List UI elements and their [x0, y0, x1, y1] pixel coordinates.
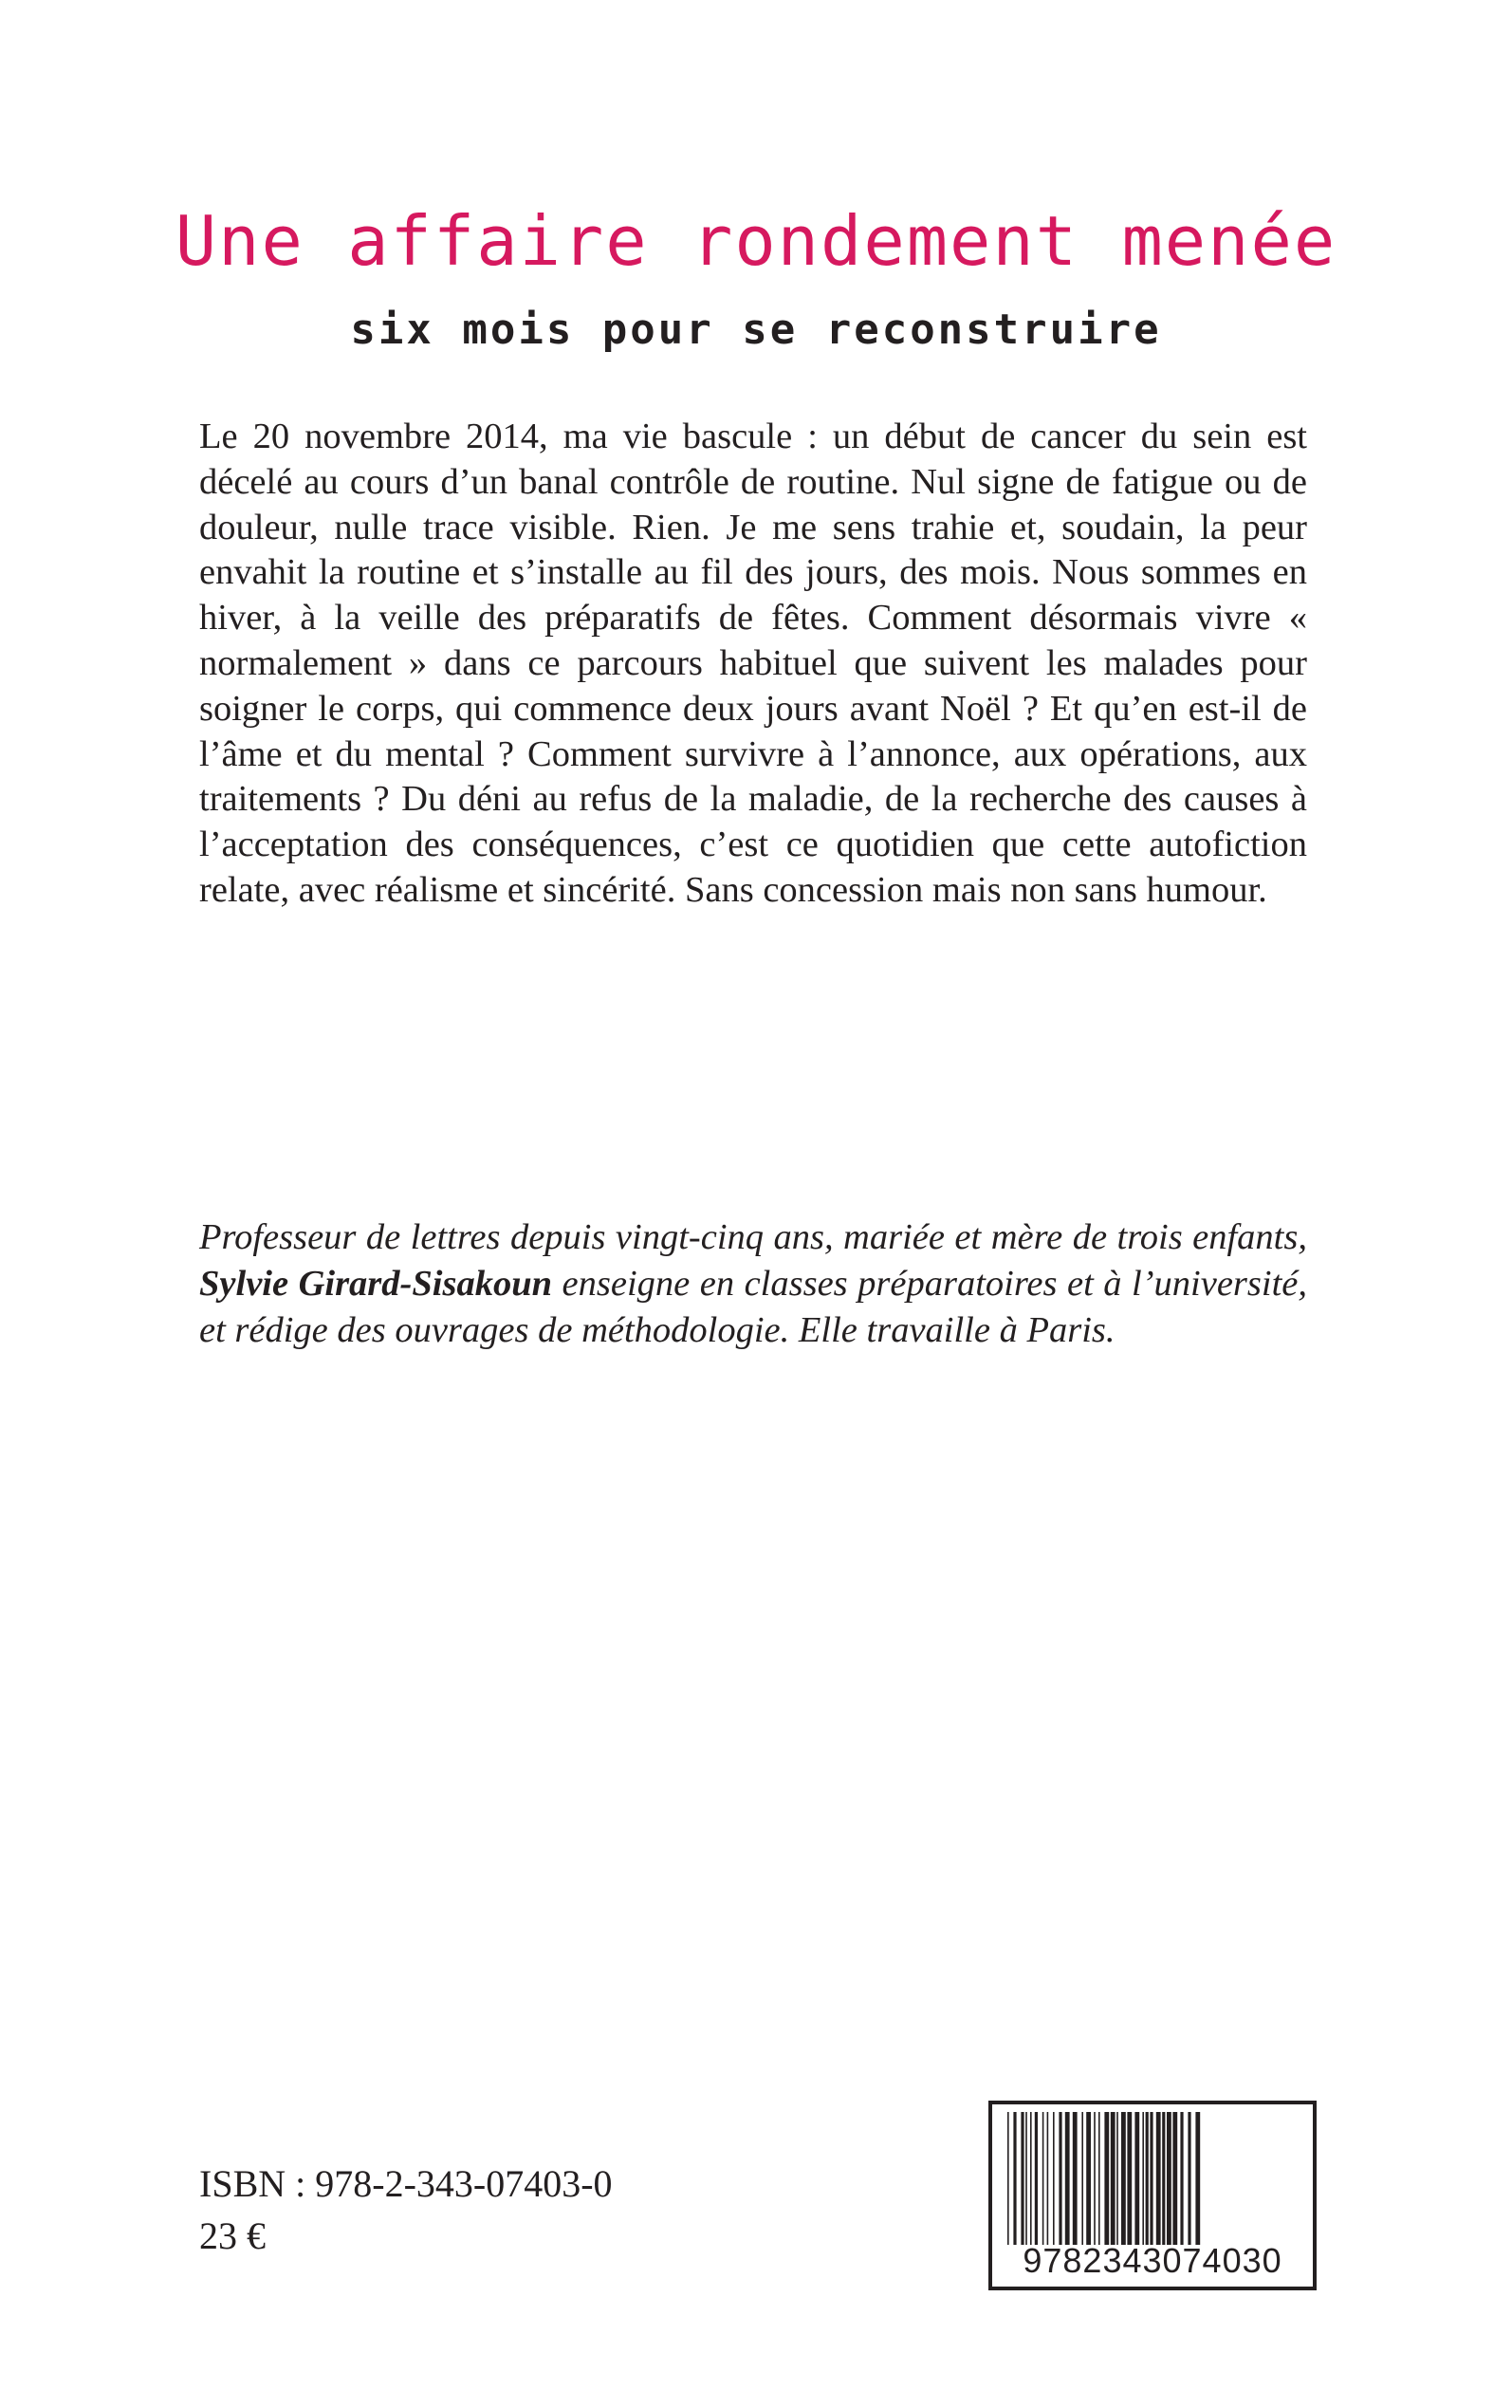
author-bio-intro: Professeur de lettres depuis vingt-cinq ans, mariée et mère de trois enfants, — [199, 1217, 1307, 1257]
barcode-bar — [1146, 2112, 1149, 2245]
barcode-bar — [1007, 2112, 1009, 2245]
barcode-bar — [1142, 2112, 1144, 2245]
barcode-bar — [1081, 2112, 1083, 2245]
barcode-bar — [1195, 2112, 1200, 2245]
barcode-bar — [1047, 2112, 1049, 2245]
barcode-bar — [1021, 2112, 1023, 2245]
barcode — [988, 2101, 1317, 2290]
barcode-bar — [1156, 2112, 1161, 2245]
barcode-digits: 9782343074030 — [1023, 2241, 1282, 2280]
barcode-bar — [1086, 2112, 1091, 2245]
barcode-bar — [1116, 2112, 1118, 2245]
barcode-bar — [1188, 2112, 1190, 2245]
barcode-bar — [1121, 2112, 1126, 2245]
barcode-bar — [1150, 2112, 1152, 2245]
author-bio-rest: enseigne en classes préparatoires et à l’université, et rédige des ouvrages de méthodologie. Elle travaille à Paris. — [199, 1264, 1307, 1350]
barcode-bar — [1025, 2112, 1027, 2245]
barcode-bar — [1134, 2112, 1139, 2245]
book-subtitle: six mois pour se reconstruire — [350, 306, 1162, 354]
barcode-bar — [1035, 2112, 1038, 2245]
barcode-bar — [1172, 2112, 1177, 2245]
book-title: Une affaire rondement menée — [175, 201, 1337, 281]
barcode-bar — [1073, 2112, 1078, 2245]
barcode-bar — [1013, 2112, 1016, 2245]
barcode-bar — [1167, 2112, 1171, 2245]
barcode-bar — [1059, 2112, 1061, 2245]
author-bio — [199, 1214, 1307, 1354]
price-label: 23 € — [199, 2214, 266, 2257]
barcode-bar — [1053, 2112, 1055, 2245]
isbn-label: ISBN : 978-2-343-07403-0 — [199, 2162, 613, 2205]
barcode-bar — [1180, 2112, 1183, 2245]
back-cover-blurb: Le 20 novembre 2014, ma vie bascule : un début de cancer du sein est décelé au cours d’un banal contrôle de routine. Nul signe de fatigue ou de douleur, nulle trace visible. Rien. Je me sens trahie et, soudain, la peur envahit la routine et s’installe au fil des jours, des mois. Nous sommes en hiver, à la veille des préparatifs de fêtes. Comment désormais vivre « normalement » dans ce parcours habituel que suivent les malades pour soigner le corps, qui commence deux jours avant Noël ? Et qu’en est-il de l’âme et du mental ? Comment survivre à l’annonce, aux opérations, aux traitements ? Du déni au refus de la maladie, de la recherche des causes à l’acceptation des conséquences, c’est ce quotidien que cette autofiction relate, avec réalisme et sincérité. Sans concession mais non sans humour. — [199, 417, 1307, 910]
barcode-bars-icon — [1005, 2112, 1300, 2245]
barcode-bar — [1094, 2112, 1096, 2245]
author-name: Sylvie Girard-Sisakoun — [199, 1264, 553, 1304]
barcode-bar — [1111, 2112, 1116, 2245]
barcode-bar — [1104, 2112, 1109, 2245]
barcode-bar — [1098, 2112, 1100, 2245]
barcode-bar — [1065, 2112, 1070, 2245]
barcode-bar — [1127, 2112, 1132, 2245]
barcode-bar — [1042, 2112, 1044, 2245]
barcode-bar — [1030, 2112, 1032, 2245]
barcode-bar — [1162, 2112, 1165, 2245]
